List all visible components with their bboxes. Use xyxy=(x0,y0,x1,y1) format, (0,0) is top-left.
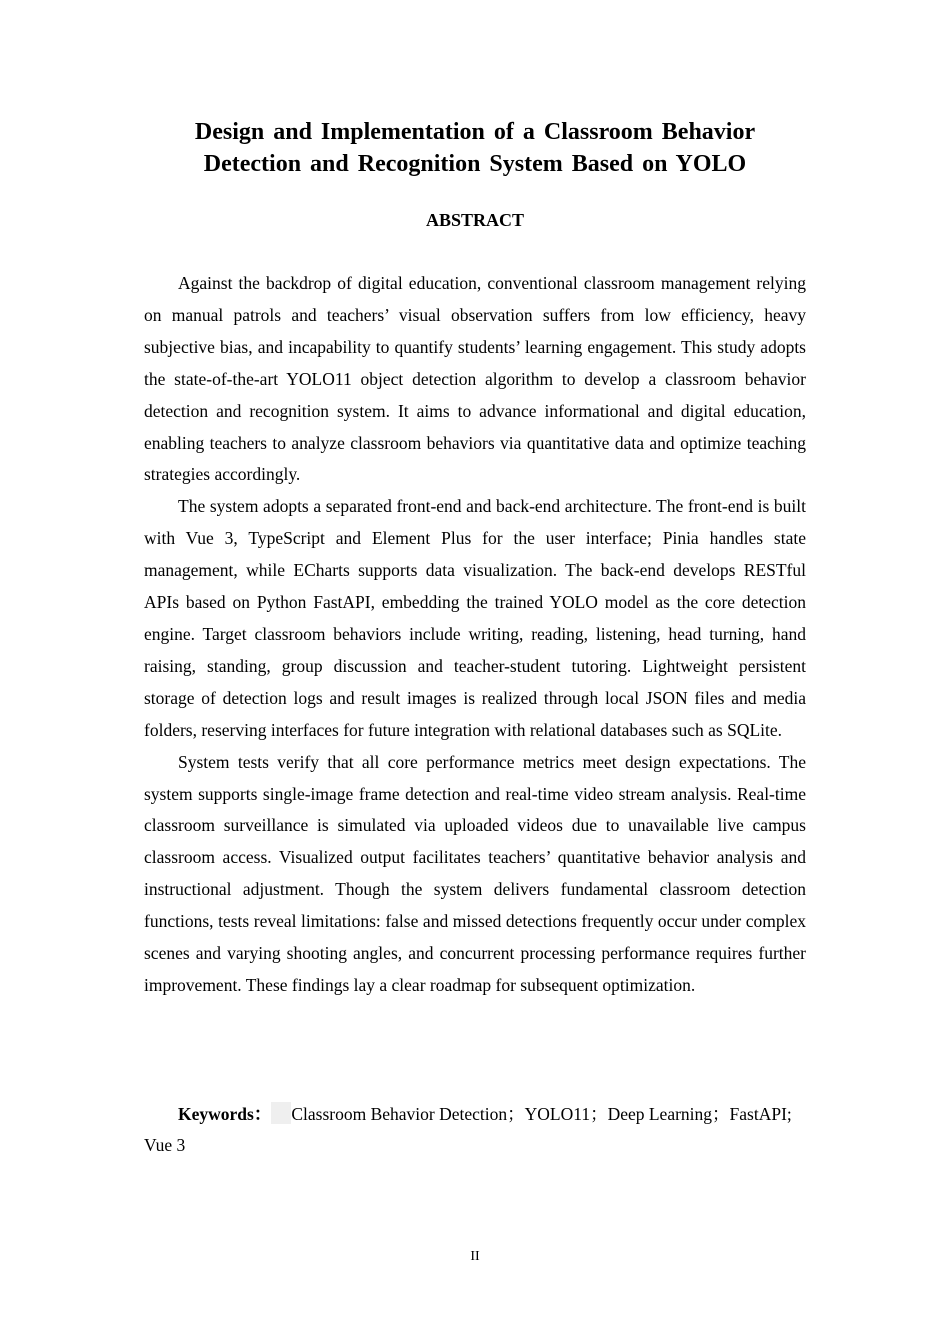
abstract-paragraph-3: System tests verify that all core performance metrics meet design expectations. The system supports single-image frame detection and real-time video stream analysis. Real-time classroom surveillance is simulated via uploaded videos due to unavailable live campus classroom access. Visualized output facilitates teachers’ quantitative behavior analysis and instructional adjustment. Though the system delivers fundamental classroom detection functions, tests reveal limitations: false and missed detections frequently occur under complex scenes and varying shooting angles, and concurrent processing performance requires further improvement. These findings lay a clear roadmap for subsequent optimization. xyxy=(144,751,806,995)
text-cursor-highlight xyxy=(271,1102,291,1124)
keywords-text: Classroom Behavior Detection；YOLO11；Deep Learning；FastAPI; Vue 3 xyxy=(144,1104,792,1155)
keywords-line xyxy=(144,1099,806,1161)
abstract-body xyxy=(144,268,806,1002)
abstract-heading: ABSTRACT xyxy=(425,210,525,230)
title-line-2: Detection and Recognition System Based on YOLO xyxy=(203,151,747,177)
document-title xyxy=(144,116,806,180)
title-line-1: Design and Implementation of a Classroom Behavior xyxy=(194,119,756,145)
abstract-paragraph-1: Against the backdrop of digital education, conventional classroom management relying on manual patrols and teachers’ visual observation suffers from low efficiency, heavy subjective bias, and incapability to quantify students’ learning engagement. This study adopts the state-of-the-art YOLO11 object detection algorithm to develop a classroom behavior detection and recognition system. It aims to advance informational and digital education, enabling teachers to analyze classroom behaviors via quantitative data and optimize teaching strategies accordingly. xyxy=(144,273,806,485)
abstract-paragraph-2: The system adopts a separated front-end and back-end architecture. The front-end is built with Vue 3, TypeScript and Element Plus for the user interface; Pinia handles state management, while ECharts supports data visualization. The back-end develops RESTful APIs based on Python FastAPI, embedding the trained YOLO model as the core detection engine. Target classroom behaviors include writing, reading, listening, head turning, hand raising, standing, group discussion and teacher-student tutoring. Lightweight persistent storage of detection logs and result images is realized through local JSON files and media folders, reserving interfaces for future integration with relational databases such as SQLite. xyxy=(144,496,806,740)
keywords-label: Keywords： xyxy=(178,1104,272,1124)
page-number: II xyxy=(470,1249,480,1264)
